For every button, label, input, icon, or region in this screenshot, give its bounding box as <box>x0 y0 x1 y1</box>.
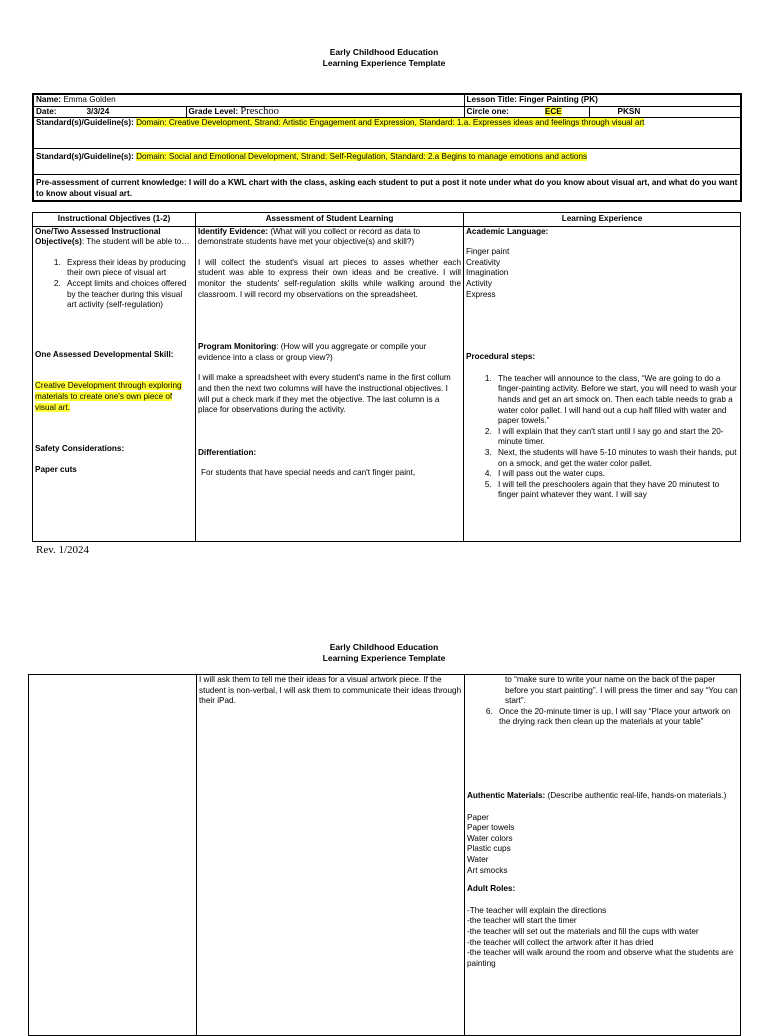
preassessment-text: Pre-assessment of current knowledge: I will do a KWL chart with the class, asking each student to put a post it note under what do you know about visual art, and what do you want to know about visual art. <box>36 178 738 198</box>
document-title: Early Childhood Education Learning Experience Template <box>322 47 446 68</box>
date-value: 3/3/24 <box>86 106 110 116</box>
learning-experience-cell-continued: to “make sure to write your name on the back of the paper before you start painting”. I will press the timer and say “You can start”. 6. Once the 20-minute timer is up, I will say “Place your artwork on the drying rack then clean up the materials at your table” Authentic Materials: (Describe authentic real-life, hands-on materials.) Paper Paper towels Water colors Plastic cups Water Art smocks Adult Roles: -The teacher will explain the directions -the teacher will start the timer -the teacher will set out the materials and fill the cups with water -the teacher will collect the artwork after it has dried -the teacher will walk around the room and observe what the students are painting <box>465 675 741 1036</box>
differentiation-continued: I will ask them to tell me their ideas for a visual artwork piece. If the student is non-verbal, I will ask them to communicate their ideas through their iPad. <box>199 675 462 706</box>
adult-role-item: -the teacher will set out the materials and fill the cups with water <box>467 926 699 936</box>
monitoring-text: I will make a spreadsheet with every student's name in the first collum and then the next two columns will have the instructional objectives. I will put a check mark if they met the objective. The last column is a place for observations during the activity. <box>198 373 451 415</box>
safety-value: Paper cuts <box>35 464 77 474</box>
header-objectives: Instructional Objectives (1-2) <box>33 213 196 227</box>
procedural-step: 6. Once the 20-minute timer is up, I will say “Place your artwork on the drying rack then clean up the materials at your table” <box>495 707 738 728</box>
procedural-step: 4. I will pass out the water cups. <box>494 469 738 480</box>
objectives-cell: One/Two Assessed Instructional Objective(s): The student will be able to… 1. Express their ideas by producing their own piece of visual art 2. Accept limits and choices offered by the teacher during this visual art activity (self-regulation) One Assessed Developmental Skill: Creative Development through exploring materials to create one's own piece of visual art. Safety Considerations: Paper cuts <box>33 226 196 541</box>
academic-language-item: Express <box>466 289 496 299</box>
dev-skill-heading: One Assessed Developmental Skill: <box>35 349 174 359</box>
adult-role-item: -the teacher will collect the artwork after it has dried <box>467 937 654 947</box>
identify-text: I will collect the student's visual art pieces to asses whether each student was able to express their own ideas and be creative. I will monitor the students' self-regulation skills while walking around the classroom. I will record my observations on the spreadsheet. <box>198 257 461 299</box>
standard2-value: Domain: Social and Emotional Development, Strand: Self-Regulation, Standard: 2.a Begins to manage emotions and actions <box>136 152 588 162</box>
lesson-plan-table-continued <box>28 674 741 1036</box>
header-assessment: Assessment of Student Learning <box>196 213 464 227</box>
material-item: Water colors <box>467 833 513 843</box>
name-row: Name: Emma Golden Lesson Title: Finger Painting (PK) <box>33 94 741 106</box>
adult-roles-heading: Adult Roles: <box>467 884 516 894</box>
academic-language-item: Activity <box>466 278 492 288</box>
circle-pksn: PKSN <box>617 106 641 116</box>
material-item: Paper <box>467 812 489 822</box>
document-title-page2: Early Childhood Education Learning Experience Template <box>322 642 446 663</box>
academic-language-item: Imagination <box>466 268 509 278</box>
objective-item: 2. Accept limits and choices offered by the teacher during this visual art activity (self-regulation) <box>63 279 193 311</box>
grade-level-value: Preschoo <box>240 106 279 117</box>
objectives-cell-continued <box>29 675 197 1036</box>
circle-ece: ECE <box>544 106 562 116</box>
procedural-step: 5. I will tell the preschoolers again that they have 20 minutest to finger paint whatever they want. I will say <box>494 480 738 501</box>
plan-body-row-continued <box>29 675 741 1036</box>
material-item: Water <box>467 854 489 864</box>
dev-skill-value: Creative Development through exploring materials to create one's own piece of visual art. <box>35 381 182 412</box>
standard1-row: Standard(s)/Guideline(s): Domain: Creative Development, Strand: Artistic Engagement and Expression, Standard: 1.a. Expresses ideas and feelings through visual art <box>33 118 741 149</box>
adult-role-item: -The teacher will explain the directions <box>467 905 607 915</box>
procedural-steps <box>466 374 738 501</box>
material-item: Plastic cups <box>467 844 511 854</box>
column-headers <box>33 213 741 227</box>
adult-role-item: -the teacher will start the timer <box>467 916 577 926</box>
academic-language-item: Finger paint <box>466 247 510 257</box>
academic-language-item: Creativity <box>466 257 501 267</box>
material-item: Art smocks <box>467 865 508 875</box>
standard2-row: Standard(s)/Guideline(s): Domain: Social and Emotional Development, Strand: Self-Regulation, Standard: 2.a Begins to manage emotions and actions <box>33 149 741 175</box>
learning-experience-cell <box>464 226 741 541</box>
procedural-continued: to “make sure to write your name on the back of the paper before you start painting”. I will press the timer and say “You can start”. <box>505 675 738 706</box>
procedural-step: 1. The teacher will announce to the class, “We are going to do a finger-painting activity. Before we start, you will need to wash your hands and get an art smock on. Then each table needs to grab a water color pallet. I will hand out a cup half filled with water and paper towels.” <box>494 374 738 427</box>
objectives-list <box>35 258 193 311</box>
lesson-info-table <box>32 93 742 202</box>
differentiation-heading: Differentiation: <box>198 447 257 457</box>
procedural-step: 3. Next, the students will have 5-10 minutes to wash their hands, put on a smock, and get the water color pallet. <box>494 448 738 469</box>
standard1-value: Domain: Creative Development, Strand: Artistic Engagement and Expression, Standard: 1.a. Expresses ideas and feelings through visual art <box>136 118 645 128</box>
safety-heading: Safety Considerations: <box>35 444 125 454</box>
adult-role-item: -the teacher will walk around the room and observe what the students are painting <box>467 948 734 968</box>
plan-body-row <box>33 226 741 541</box>
differentiation-text: For students that have special needs and can't finger paint, <box>201 468 416 478</box>
material-item: Paper towels <box>467 823 515 833</box>
procedural-heading: Procedural steps: <box>466 352 536 362</box>
assessment-cell-continued <box>197 675 465 1036</box>
preassessment-row <box>33 175 741 202</box>
assessment-cell: Identify Evidence: (What will you collect or record as data to demonstrate students have met your objective(s) and skill?) I will collect the student's visual art pieces to asses whether each student was able to express their own ideas and be creative. I will monitor the students' self-regulation skills while walking around the classroom. I will record my observations on the spreadsheet. Program Monitoring: (How will you aggregate or compile your evidence into a class or group view?) I will make a spreadsheet with every student's name in the first collum and then the next two columns will have the instructional objectives. I will put a check mark if they met the objective. The last column is a place for observations during the activity. Differentiation: For students that have special needs and can't finger paint, <box>196 226 464 541</box>
academic-language-heading: Academic Language: <box>466 226 549 236</box>
revision-footer: Rev. 1/2024 <box>36 544 90 556</box>
lesson-title-value: Finger Painting (PK) <box>519 95 598 104</box>
procedural-step: 2. I will explain that they can't start until I say go and start the 20-minute timer. <box>494 427 738 448</box>
name-value: Emma Golden <box>63 95 116 104</box>
header-learning-experience: Learning Experience <box>464 213 741 227</box>
date-row: Date: 3/3/24 Grade Level: Preschoo Circle one: ECE PKSN <box>33 106 741 118</box>
lesson-plan-table <box>32 212 741 542</box>
objective-item: 1. Express their ideas by producing their own piece of visual art <box>63 258 193 279</box>
procedural-steps-continued <box>467 707 738 728</box>
